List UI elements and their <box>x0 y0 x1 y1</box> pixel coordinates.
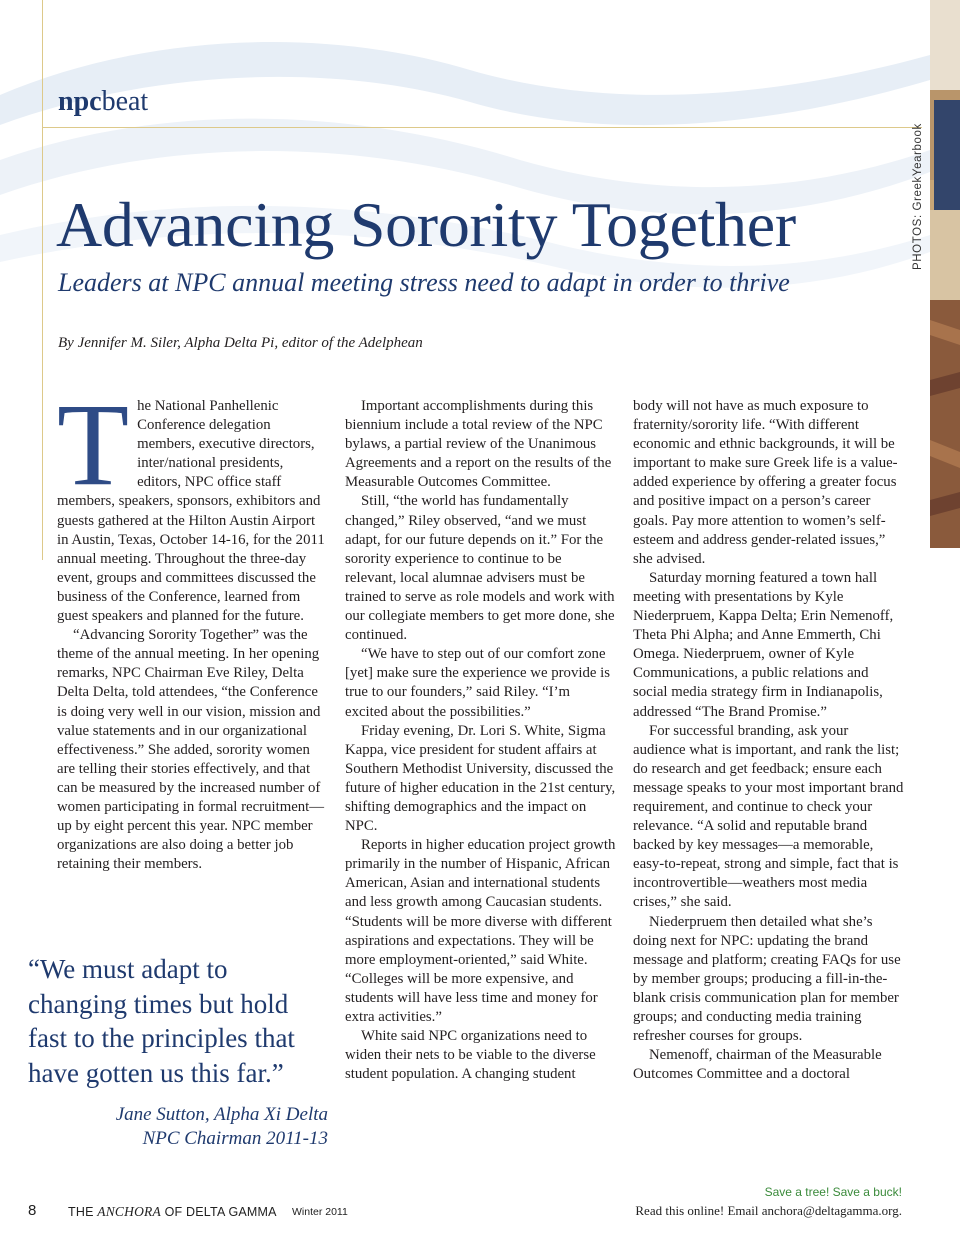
article-column-1 <box>57 379 328 874</box>
article-byline: By Jennifer M. Siler, Alpha Delta Pi, editor of the Adelphean <box>58 335 423 351</box>
publication-name <box>68 1204 277 1220</box>
paragraph: Saturday morning featured a town hall meeting with presentations by Kyle Niederpruem, Kappa Delta; Erin Nemenoff, Theta Phi Alpha; and Anne Emmerth, Chi Omega. Niederpruem, owner of Kyle Communications, a public relations and social media strategy firm in Indianapolis, addressed “The Brand Promise.” <box>633 569 894 720</box>
article-headline: Advancing Sorority Together <box>56 189 796 260</box>
paragraph: he National Panhellenic Conference delegation members, executive directors, inter/national presidents, editors, NPC office staff members, speakers, sponsors, exhibitors and guests gathered at the Hilton Austin Airport in Austin, Texas, October 14-16, for the 2011 annual meeting. Throughout the three-day event, groups and committees discussed the business of the Conference, learned from guest speakers and planned for the future. <box>57 398 325 625</box>
pull-quote: “We must adapt to changing times but hold fast to the principles that have gotten us this far.” <box>28 954 295 1088</box>
event-photo <box>930 0 960 548</box>
photo-credit <box>908 123 932 275</box>
paragraph: “Advancing Sorority Together” was the theme of the annual meeting. In her opening remarks, NPC Chairman Eve Riley, Delta Delta Delta, told attendees, “the Conference is doing very well in our vision, mission and value statements and in our organizational effectiveness.” She added, sorority women are telling their stories effectively, and that can be measured by the increased number of women participating in formal recruitment—up by eight percent this year. NPC member organizations are also doing a better job retaining their members. <box>57 627 325 873</box>
paragraph: Important accomplishments during this biennium include a total review of the NPC bylaws, a partial review of the Unanimous Agreements and a report on the results of the Measurable Outcomes Committee. <box>345 398 612 491</box>
save-tree-note: Save a tree! Save a buck! <box>764 1185 902 1199</box>
paragraph: Friday evening, Dr. Lori S. White, Sigma Kappa, vice president for student affairs at Southern Methodist University, discussed the future of higher education in the 21st century, shifting demographics and the impact on NPC. <box>345 722 616 835</box>
header-rule <box>42 127 922 128</box>
pull-quote-attribution <box>100 1103 328 1151</box>
pub-suffix: OF DELTA GAMMA <box>160 1205 277 1219</box>
read-online-note: Read this online! Email anchora@deltagamma.org. <box>635 1203 902 1218</box>
paragraph: body will not have as much exposure to fraternity/sorority life. “With different economic and ethnic backgrounds, it will be important to make sure Greek life is a value-added experience by offering a greater focus and positive impact on a person’s career goals. Pay more attention to women’s self-esteem and address gender-related issues,” she advised. <box>633 398 898 567</box>
pub-italic: ANCHORA <box>97 1204 161 1219</box>
paragraph: White said NPC organizations need to widen their nets to be viable to the diverse student population. A changing student <box>345 1028 596 1083</box>
section-label <box>58 88 148 116</box>
article-column-2 <box>345 397 616 1084</box>
paragraph: “We have to step out of our comfort zone [yet] make sure the experience we provide is true to our founders,” said Riley. “I’m excited about the possibilities.” <box>345 646 610 720</box>
paragraph: Nemenoff, chairman of the Measurable Outcomes Committee and a doctoral <box>633 1047 882 1083</box>
issue-date: Winter 2011 <box>292 1206 348 1218</box>
photo-credit-text: PHOTOS: GreekYearbook <box>912 123 924 270</box>
attribution-title: NPC Chairman 2011-13 <box>142 1128 328 1149</box>
section-label-bold: npc <box>58 86 102 117</box>
attribution-name: Jane Sutton, Alpha Xi Delta <box>115 1104 328 1125</box>
pub-prefix: THE <box>68 1205 98 1219</box>
article-dek: Leaders at NPC annual meeting stress need to adapt in order to thrive <box>58 268 790 297</box>
margin-rule-vertical <box>42 0 43 560</box>
paragraph: Niederpruem then detailed what she’s doing next for NPC: updating the brand message and platform; creating FAQs for use by member groups; producing a fill-in-the-blank crisis communication plan for member groups; and conducting media training refresher courses for groups. <box>633 913 901 1045</box>
article-column-3 <box>633 397 904 1084</box>
section-label-light: beat <box>101 86 149 117</box>
drop-cap: T <box>57 379 130 510</box>
paragraph: Reports in higher education project growth primarily in the number of Hispanic, African American, Asian and international students and less growth among Caucasian students. “Students will be more diverse with different aspirations and expectations. They will be more employment-oriented,” said White. “Colleges will be more expensive, and students will have less time and money for extra activities.” <box>345 837 616 1025</box>
paragraph: Still, “the world has fundamentally changed,” Riley observed, “and we must adapt, for our future depends on it.” For the sorority experience to continue to be relevant, local alumnae advisers must be trained to serve as role models and work with our collegiate members to get more done, she continued. <box>345 493 615 644</box>
page-number: 8 <box>28 1202 37 1219</box>
paragraph: For successful branding, ask your audience what is important, and rank the list; do research and get feedback; ensure each message speaks to your most important brand requirement, and continue to check your relevance. “A solid and reputable brand backed by key messages—a memorable, easy-to-repeat, strong and simple, fact that is incontrovertible—weathers most media crises,” she said. <box>633 722 904 911</box>
